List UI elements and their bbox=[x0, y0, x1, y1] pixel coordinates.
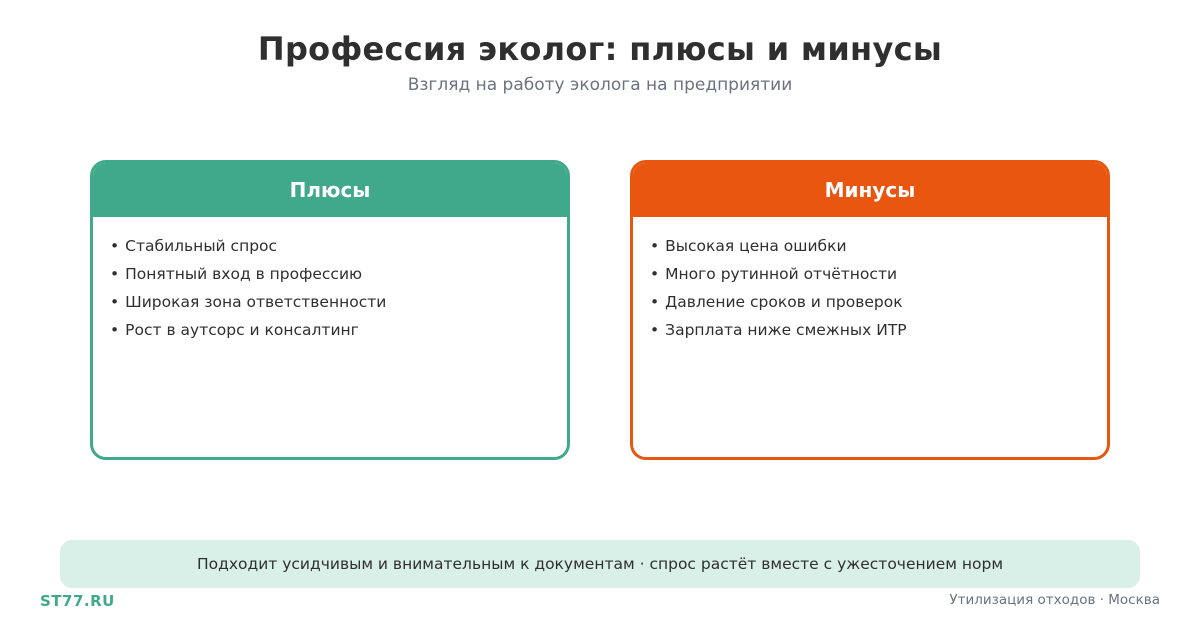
pros-list bbox=[93, 217, 567, 344]
list-item bbox=[650, 260, 1107, 288]
bullet-icon: • bbox=[110, 321, 120, 339]
page-subtitle: Взгляд на работу эколога на предприятии bbox=[407, 75, 793, 95]
pros-item-label: Рост в аутсорс и консалтинг bbox=[125, 321, 359, 339]
pros-card bbox=[90, 160, 570, 460]
summary-banner: Подходит усидчивым и внимательным к документам · спрос растёт вместе с ужесточением норм bbox=[60, 540, 1140, 588]
pros-item-label: Понятный вход в профессию bbox=[125, 265, 363, 283]
bullet-icon: • bbox=[650, 321, 660, 339]
bullet-icon: • bbox=[110, 293, 120, 311]
cons-item-label: Зарплата ниже смежных ИТР bbox=[665, 321, 907, 339]
cons-list bbox=[633, 217, 1107, 344]
list-item bbox=[650, 316, 1107, 344]
page-title: Профессия эколог: плюсы и минусы bbox=[257, 30, 943, 68]
list-item bbox=[110, 316, 567, 344]
list-item bbox=[650, 232, 1107, 260]
list-item bbox=[110, 232, 567, 260]
cons-item-label: Давление сроков и проверок bbox=[665, 293, 903, 311]
bullet-icon: • bbox=[110, 237, 120, 255]
list-item bbox=[650, 288, 1107, 316]
list-item bbox=[110, 260, 567, 288]
list-item bbox=[110, 288, 567, 316]
pros-card-header: Плюсы bbox=[93, 163, 567, 217]
cons-card-header: Минусы bbox=[633, 163, 1107, 217]
pros-item-label: Широкая зона ответственности bbox=[125, 293, 387, 311]
brand-logo-text: ST77.RU bbox=[40, 592, 115, 610]
bullet-icon: • bbox=[650, 265, 660, 283]
bullet-icon: • bbox=[650, 293, 660, 311]
cons-card bbox=[630, 160, 1110, 460]
bullet-icon: • bbox=[650, 237, 660, 255]
footer-tagline: Утилизация отходов · Москва bbox=[949, 592, 1160, 608]
cons-item-label: Высокая цена ошибки bbox=[665, 237, 847, 255]
cons-item-label: Много рутинной отчётности bbox=[665, 265, 898, 283]
bullet-icon: • bbox=[110, 265, 120, 283]
pros-item-label: Стабильный спрос bbox=[125, 237, 278, 255]
